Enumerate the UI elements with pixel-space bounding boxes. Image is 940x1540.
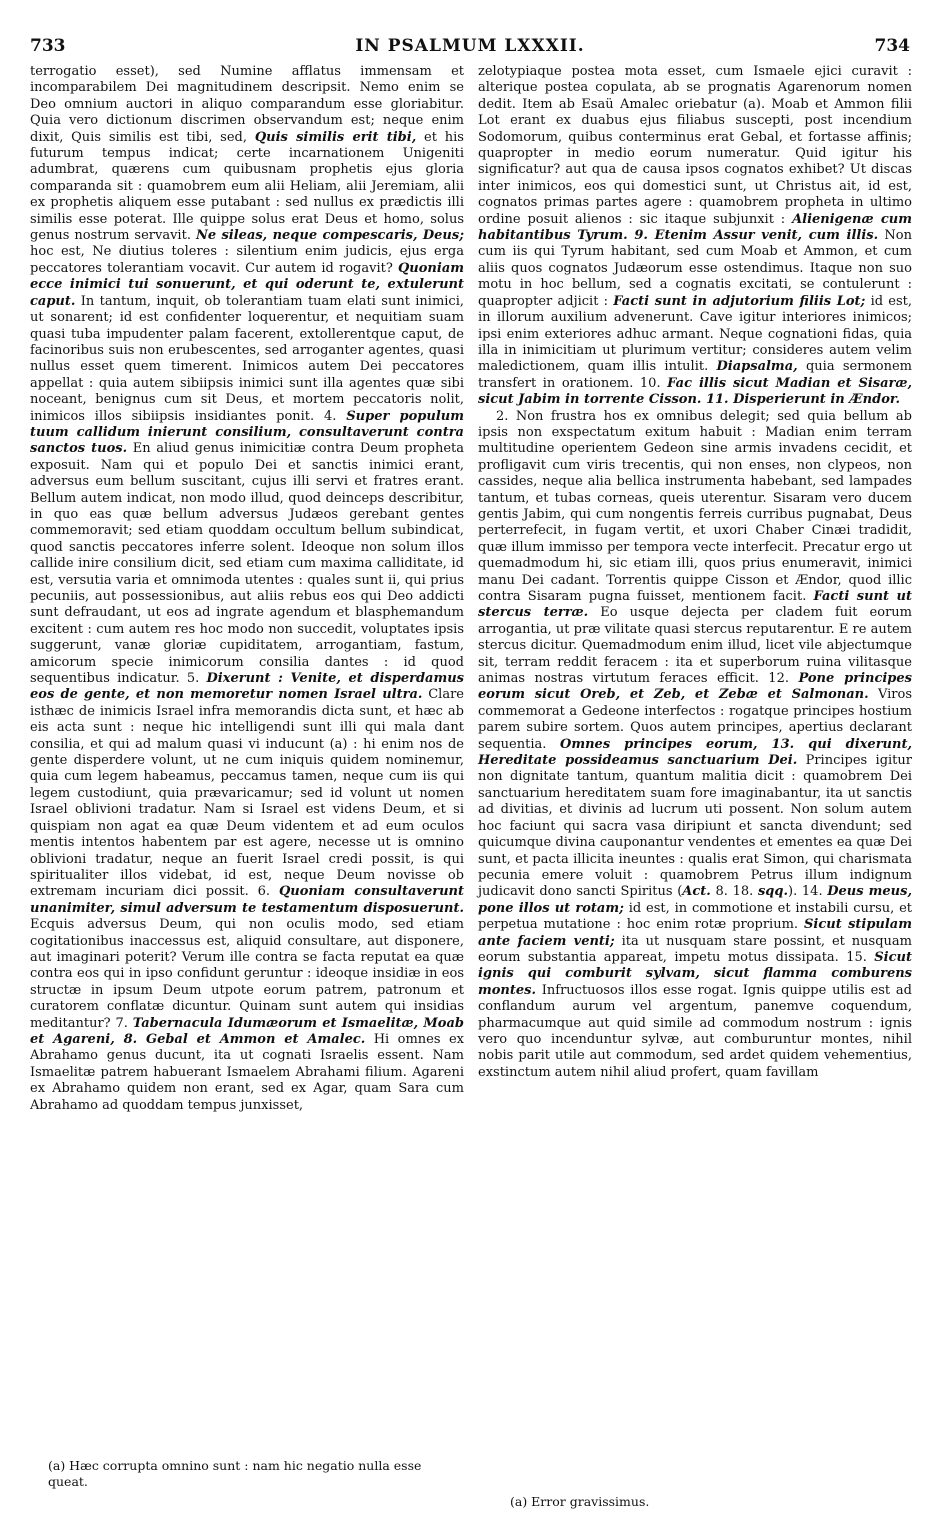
scripture-quote: Dixerunt : Venite, et disperdamus eos de gente, et non memoretur nomen Israel ultra. bbox=[30, 671, 465, 703]
footnote-right: (a) Error gravissimus. bbox=[510, 1494, 650, 1509]
text-run: Ecquis adversus Deum, qui non oculis modo, sed etiam cogitationibus inaccessus est, aliquid consultare, aut disponere, aut imaginari poterit? Verum ille contra se facta reputat ea quæ contra eos qui in ipso confidunt geruntur : ideoque insidiæ in eos structæ in ipsum Deum utpote eorum patrem, patronum et curatorem conflatæ dicuntur. Quinam sunt autem qui insidias meditantur? 7. bbox=[30, 917, 464, 1031]
scripture-quote: Omnes principes eorum, 13. qui dixerunt, Hereditate possideamus sanctuarium Dei. bbox=[478, 736, 912, 769]
text-run: hoc est, Ne diutius toleres : silentium enim judicis, ejus erga peccatores tolerantiam vocavit. Cur autem id rogavit? bbox=[30, 244, 464, 276]
text-run: Hi omnes ex Abrahamo genus ducunt, ita ut cognati Israelis essent. Nam Ismaelitæ patrem habuerant Ismaelem Abrahami filium. Agareni ex Abrahamo quidem non erant, sed ex Agar, quam Sara cum Abrahamo ad quoddam tempus junxisset, bbox=[30, 1031, 464, 1113]
scripture-quote: Tabernacula Idumæorum et Ismaelitæ, Moab et Agareni, 8. Gebal et Ammon et Amalec. bbox=[30, 1015, 464, 1047]
text-run: terrogatio esset), sed Numine afflatus immensam et incomparabilem Dei magnitudinem descripsit. Nemo enim se Deo omnium auctori in aliquo comparandum esse gloriabitur. Quia vero dictionum discrimen observandum est; neque enim dixit, Quis similis est tibi, sed, bbox=[30, 64, 464, 145]
citation: Act. bbox=[682, 884, 711, 900]
text-run: Infructuosos illos esse rogat. Ignis quippe utilis est ad conflandum aurum vel argentum, panemve coquendum, pharmacumque aut quid simile ad commodum nostrum : ignis vero quo incenduntur sylvæ, aut comburuntur montes, nihil nobis parit utile aut commodum, sed ardet quidem vehementius, exstinctum autem nihil aliud profert, quam favillam bbox=[478, 982, 912, 1080]
text-run: 8. 18. bbox=[710, 884, 758, 900]
scripture-quote: Quis similis erit tibi, bbox=[254, 129, 417, 145]
text-run: ). 14. bbox=[788, 884, 828, 900]
text-run: ita ut nusquam stare possint, et nusquam eorum substantia appareat, impetu motus dissipata. 15. bbox=[478, 933, 912, 965]
scripture-quote: Super populum tuum callidum inierunt consilium, consultaverunt contra sanctos tuos. bbox=[30, 408, 464, 457]
left-column bbox=[30, 64, 464, 1114]
scripture-quote: Fac illis sicut Madian et Sisaræ, sicut Jabim in torrente Cisson. 11. Disperierunt in Ændor. bbox=[478, 375, 912, 408]
scripture-quote: Diapsalma, bbox=[716, 359, 798, 375]
text-run: id est, in illorum auxilium advenerunt. Cave igitur interiores inimicos; ipsi enim exteriores adhuc armant. Neque cognationi fidas, quia illa in inimicitiam ut plurimum vertitur; consideres autem velim maledictionem, quam illis intulit. bbox=[478, 293, 913, 375]
citation: sqq. bbox=[757, 884, 789, 900]
right-paragraph-1 bbox=[478, 64, 912, 409]
text-run: 2. Non frustra hos ex omnibus delegit; sed quia bellum ab ipsis non exspectatum exitum habuit : Madian enim terram multitudine operientem Gedeon sine armis invadens cecidit, et profligavit cum viris trecentis, qui non enses, non clypeos, non cassides, neque alia bellica instrumenta habebant, sed lampades tantum, et tubas corneas, queis uterentur. Sisaram vero ducem gentis Jabim, qui cum nongentis ferreis curribus pugnabat, Deus perterrefecit, in fugam vertit, et uxori Chaber Cinæi tradidit, quæ illum immisso per tempora vecte interfecit. Precatur ergo ut quemadmodum hi, sic etiam illi, quos prius enumeravit, inimici manu Dei cadant. Torrentis quippe Cisson et Ændor, quod illic contra Sisaram pugna fuisset, mentionem facit. bbox=[478, 408, 912, 604]
left-paragraph-1 bbox=[30, 64, 464, 1114]
page-number-left: 733 bbox=[30, 36, 66, 56]
scripture-quote: Deus meus, pone illos ut rotam; bbox=[478, 884, 912, 916]
scripture-quote: Facti sunt ut stercus terræ. bbox=[478, 589, 913, 621]
scripture-quote: Sicut stipulam ante faciem venti; bbox=[478, 917, 912, 949]
page-number-right: 734 bbox=[874, 36, 910, 56]
text-run: quia sermonem transfert in orationem. 10. bbox=[478, 359, 912, 391]
text-run: Viros commemorat a Gedeone interfectos : rogatque principes hostium parem subire sortem. Quos autem principes, apertius declarant sequentia. bbox=[478, 687, 912, 752]
footnote-left: (a) Hæc corrupta omnino sunt : nam hic negatio nulla esse queat. bbox=[48, 1458, 422, 1489]
text-run: Clare isthæc de inimicis Israel infra memorandis dicta sunt, et hæc ab eis acta sunt : neque hic intelligendi sunt illi qui mala dant consilia, et qui ad malum quasi vi inducunt (a) : hi enim nos de gente disperdere volunt, ut ne cum iniquis quidem nominemur, quia cum legem habeamus, peccamus tamen, neque cum iis qui legem custodiunt, quia prævaricamur; sed id volunt ut nomen Israel oblivioni tradatur. Nam si Israel est videns Deum, et si quispiam non agat ea quæ Deum videntem et ad eum oculos mentis intentos habentem par est agere, necesse ut is omnino oblivioni tradatur, neque an fuerit Israel credi possit, is qui spiritualiter illos videbat, id est, neque Deum novisse ob extremam incuriam dici possit. 6. bbox=[30, 687, 464, 900]
text-run: et his futurum tempus indicat; certe incarnationem Unigeniti adumbrat, quærens cum quibusnam prophetis ejus gloria comparanda sit : quamobrem eum alii Heliam, alii Jeremiam, alii ex prophetis aliquem esse putabant : sed nullus ex prædictis illi similis esse poterat. Ille quippe solus erat Deus et homo, solus genus nostrum servavit. bbox=[30, 129, 464, 244]
text-run: Non cum iis qui Tyrum habitant, sed cum Moab et Ammon, et cum aliis quos cognatos Judæorum esse ostendimus. Itaque non suo motu in hoc bellum, sed a cognatis excitati, se contulerunt : quapropter adjicit : bbox=[478, 228, 912, 309]
text-run: Eo usque dejecta per cladem fuit eorum arrogantia, ut præ vilitate quasi stercus reputarentur. E re autem stercus dicitur. Quemadmodum enim illud, licet vile abjectumque sit, terram reddit feracem : ita et superborum ruina vilitasque animas nostras virtutum feraces efficit. 12. bbox=[478, 605, 912, 687]
scripture-quote: Facti sunt in adjutorium filiis Lot; bbox=[613, 293, 866, 309]
right-column bbox=[478, 64, 912, 1081]
scripture-quote: Sicut ignis qui comburit sylvam, sicut flamma comburens montes. bbox=[478, 949, 912, 998]
scripture-quote: Quoniam consultaverunt unanimiter, simul adversum te testamentum disposuerunt. bbox=[30, 884, 464, 916]
text-run: id est, in commotione et instabili cursu, et perpetua mutatione : hoc enim rotæ proprium. bbox=[478, 900, 912, 933]
scripture-quote: Alienigenæ cum habitantibus Tyrum. 9. Etenim Assur venit, cum illis. bbox=[478, 211, 913, 244]
scripture-quote: Quoniam ecce inimici tui sonuerunt, et qui oderunt te, extulerunt caput. bbox=[30, 260, 464, 309]
text-run: zelotypiaque postea mota esset, cum Ismaele ejici curavit : alterique postea copulata, ab se prognatis Agarenorum nomen dedit. Item ab Esaü Amalec oriebatur (a). Moab et Ammon filii Lot erant ex duabus ejus filiabus suscepti, post incendium Sodomorum, quibus conterminus erat Gebal, et fortasse affinis; quapropter in medio eorum numeratur. Quid igitur his significatur? aut qua de causa ipsos cognatos exhibet? Ut discas inter inimicos, eos qui domestici sunt, ut Christus ait, id est, cognatos primas partes agere : quamobrem propheta in ultimo ordine posuit alienos : sic itaque subjunxit : bbox=[478, 64, 912, 227]
running-header bbox=[30, 36, 910, 58]
text-run: In tantum, inquit, ob tolerantiam tuam elati sunt inimici, ut sonarent; id est confidenter loquerentur, et nequitiam suam quasi tuba impudenter palam facerent, extollerentque caput, de facinoribus suis non erubescentes, sed arroganter agentes, quasi nullus esset quem timerent. Inimicos autem Dei peccatores appellat : quia autem sibiipsis inimici sunt illa agentes quæ sibi noceant, benignus cum sit Deus, et mortem peccatoris nolit, inimicos illos sibiipsis insidiantes ponit. 4. bbox=[30, 293, 464, 424]
text-run: En aliud genus inimicitiæ contra Deum propheta exposuit. Nam qui et populo Dei et sanctis inimici erant, adversus eum bellum suscitant, cujus illi servi et fratres erant. Bellum autem indicat, non modo illud, quod deinceps describitur, in quo eas quæ bellum adversus Judæos gerebant gentes commemoravit; sed etiam quoddam occultum bellum subindicat, quod sanctis peccatores inferre solent. Ideoque non solum illos callide inire consilium dicit, sed etiam cum maxima calliditate, id est, versutia varia et omnimoda utentes : quales sunt ii, qui prius pecuniis, aut possessionibus, aut aliis rebus eos qui Deo addicti sunt defraudant, ut eos ad ingrate agendum et blasphemandum excitent : cum autem res hoc modo non succedit, voluptates ipsis suggerunt, vanæ gloriæ cupiditatem, arrogantiam, fastum, amicorum specie inimicorum consilia dantes : id quod sequentibus indicatur. 5. bbox=[30, 441, 464, 687]
text-run: Principes igitur non dignitate tantum, quantum malitia dicit : quamobrem Dei sanctuarium hereditatem suam fore imaginabantur, ita ut sanctis ad divitias, et divinis ad lucrum uti possent. Non solum autem hoc faciunt qui sacra vasa diripiunt et sancta divendunt; sed quicumque divina cauponantur vendentes et ementes ea quæ Dei sunt, et pacta illicita ineuntes : qualis erat Simon, qui charismata pecunia emere voluit : quamobrem Petrus illum indignum judicavit dono sancti Spiritus ( bbox=[478, 753, 912, 900]
scripture-quote: Ne sileas, neque compescaris, Deus; bbox=[195, 228, 464, 244]
right-paragraph-2 bbox=[478, 409, 912, 1082]
scripture-quote: Pone principes eorum sicut Oreb, et Zeb, et Zebæ et Salmonan. bbox=[478, 671, 912, 703]
running-title: IN PSALMUM LXXXII. bbox=[355, 36, 585, 56]
